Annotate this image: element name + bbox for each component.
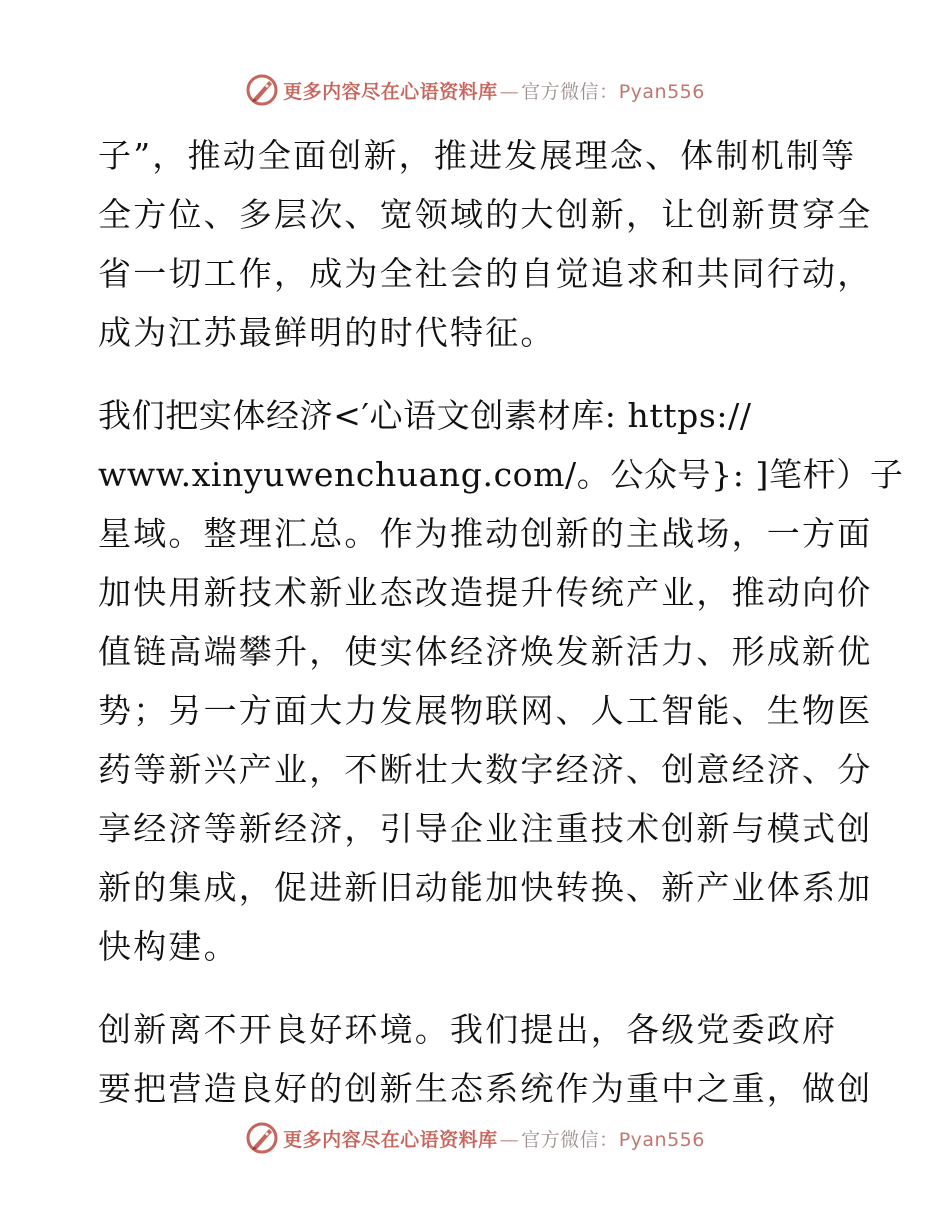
text-line: www.xinyuwenchuang.com/。公众号}: ]笔杆）子 bbox=[98, 455, 904, 494]
footer-banner-text bbox=[283, 1125, 705, 1152]
header-banner-wechat-id: Pyan556 bbox=[618, 80, 705, 103]
pen-logo-icon bbox=[245, 1121, 279, 1155]
footer-banner-official: 官方微信： bbox=[521, 1128, 619, 1151]
paragraph-gap bbox=[98, 976, 858, 1000]
footer-banner-dash: — bbox=[499, 1128, 520, 1151]
paragraph-1 bbox=[98, 126, 873, 362]
header-banner-main: 更多内容尽在心语资料库 bbox=[283, 80, 498, 103]
text-line: 快构建。 bbox=[98, 927, 239, 966]
text-line: 星域。整理汇总。作为推动创新的主战场，一方面 bbox=[98, 514, 873, 553]
footer-banner-wechat-id: Pyan556 bbox=[618, 1128, 705, 1151]
document-body bbox=[98, 126, 904, 1118]
text-line: 新的集成，促进新旧动能加快转换、新产业体系加 bbox=[98, 868, 873, 907]
text-line: 值链高端攀升，使实体经济焕发新活力、形成新优 bbox=[98, 632, 873, 671]
text-line: 创新离不开良好环境。我们提出，各级党委政府 bbox=[98, 1010, 838, 1049]
text-line: 全方位、多层次、宽领域的大创新，让创新贯穿全 bbox=[98, 195, 873, 234]
header-banner-official: 官方微信： bbox=[521, 80, 619, 103]
paragraph-gap bbox=[98, 362, 858, 386]
footer-banner bbox=[0, 1118, 950, 1158]
text-line: 要把营造良好的创新生态系统作为重中之重，做创 bbox=[98, 1069, 873, 1108]
text-line: 药等新兴产业，不断壮大数字经济、创意经济、分 bbox=[98, 750, 873, 789]
header-banner-text bbox=[283, 77, 705, 104]
text-line: 成为江苏最鲜明的时代特征。 bbox=[98, 313, 556, 352]
text-line: 我们把实体经济<′心语文创素材库: https:// bbox=[98, 396, 752, 435]
text-line: 子”，推动全面创新，推进发展理念、体制机制等 bbox=[98, 136, 857, 175]
header-banner bbox=[0, 70, 950, 110]
paragraph-3 bbox=[98, 1000, 873, 1118]
header-banner-dash: — bbox=[499, 80, 520, 103]
pen-logo-icon bbox=[245, 73, 279, 107]
text-line: 势；另一方面大力发展物联网、人工智能、生物医 bbox=[98, 691, 873, 730]
footer-banner-main: 更多内容尽在心语资料库 bbox=[283, 1128, 498, 1151]
text-line: 省一切工作，成为全社会的自觉追求和共同行动， bbox=[98, 254, 873, 293]
paragraph-2 bbox=[98, 386, 904, 976]
text-line: 加快用新技术新业态改造提升传统产业，推动向价 bbox=[98, 573, 873, 612]
text-line: 享经济等新经济，引导企业注重技术创新与模式创 bbox=[98, 809, 873, 848]
